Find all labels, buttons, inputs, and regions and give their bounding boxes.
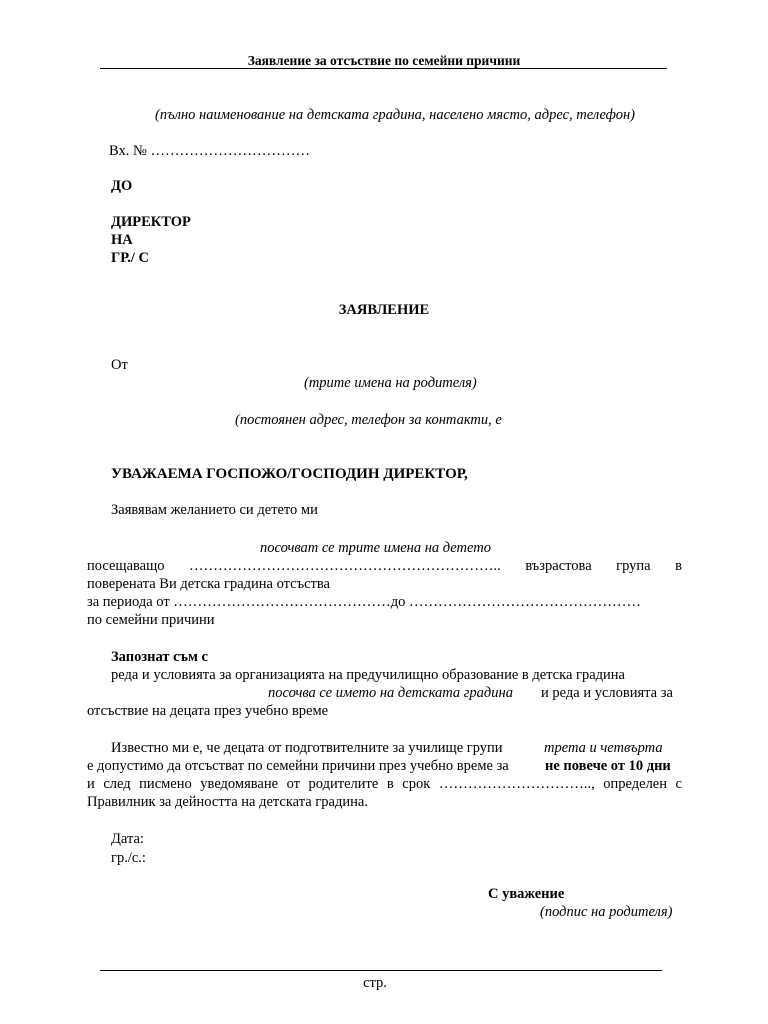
footer-rule xyxy=(100,970,662,971)
notice-line-3: и след писмено уведомяване от родителите в срок ………………………….., определен с xyxy=(87,776,682,792)
child-name-hint: посочват се трите имена на детето xyxy=(260,540,491,556)
recipient-director: ДИРЕКТОР xyxy=(111,214,191,230)
reason-line: по семейни причини xyxy=(87,612,215,628)
acquainted-line-1: реда и условията за организацията на предучилищно образование в детска градина xyxy=(111,667,625,683)
notice-line-1: Известно ми е, че децата от подготвителните за училище групи xyxy=(111,740,503,756)
recipient-to: ДО xyxy=(111,178,133,194)
city-label: гр./с.: xyxy=(111,850,146,866)
incoming-number: Вх. № …………………………… xyxy=(109,143,310,159)
acquainted-line-3: отсъствие на децата през учебно време xyxy=(87,703,329,719)
header-title: Заявление за отсъствие по семейни причини xyxy=(247,53,521,68)
notice-line-2: е допустимо да отсъстват по семейни причини през учебно време за xyxy=(87,758,509,774)
notice-grades-hint: трета и четвърта xyxy=(544,740,663,756)
attending-line: посещаващо ……………………………………………………….. възрастова група в xyxy=(87,558,682,574)
regards-text: С уважение xyxy=(488,886,565,902)
signature-hint: (подпис на родителя) xyxy=(540,904,673,920)
kindergarten-name-hint: посочва се името на детската градина xyxy=(268,685,513,701)
period-line: за периода от ………………………………………до ………………………………………… xyxy=(87,594,642,610)
document-title: ЗАЯВЛЕНИЕ xyxy=(338,302,430,318)
acquainted-line-2-tail: и реда и условията за xyxy=(541,685,673,701)
notice-line-4: Правилник за дейността на детската градина. xyxy=(87,794,368,810)
absence-line: поверената Ви детска градина отсъства xyxy=(87,576,330,592)
date-label: Дата: xyxy=(111,831,144,847)
header-rule xyxy=(100,68,667,69)
parent-address-hint: (постоянен адрес, телефон за контакти, е xyxy=(235,412,502,428)
notice-max-days: не повече от 10 дни xyxy=(545,758,671,774)
from-label: От xyxy=(111,357,128,373)
salutation: УВАЖАЕМА ГОСПОЖО/ГОСПОДИН ДИРЕКТОР, xyxy=(111,466,468,482)
kindergarten-hint: (пълно наименование на детската градина, населено място, адрес, телефон) xyxy=(155,107,635,123)
acquainted-heading: Запознат съм с xyxy=(111,649,208,665)
recipient-of: НА xyxy=(111,232,133,248)
footer-page-label: стр. xyxy=(363,975,387,991)
parent-name-hint: (трите имена на родителя) xyxy=(304,375,477,391)
request-intro: Заявявам желанието си детето ми xyxy=(111,502,318,518)
recipient-city: ГР./ С xyxy=(111,250,150,266)
